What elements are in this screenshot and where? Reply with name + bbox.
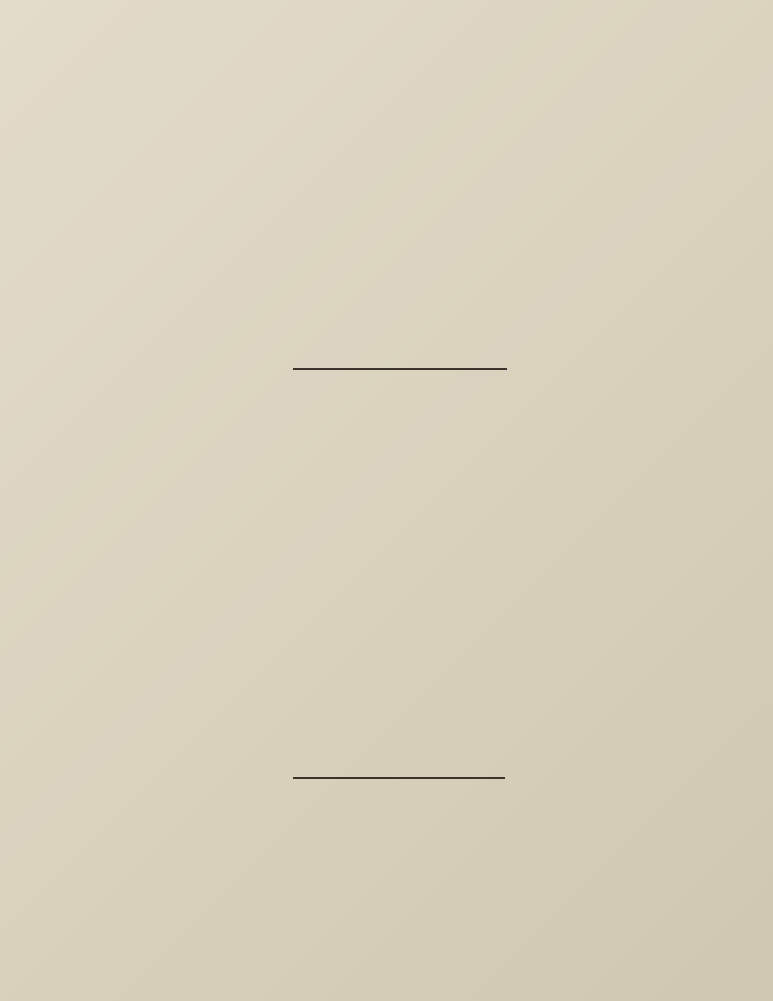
divider-rule [293,777,505,779]
decorative-border-right [719,60,745,1000]
decorative-border-top [50,36,720,62]
divider-rule [293,368,507,370]
decorative-border-left [34,60,60,1000]
